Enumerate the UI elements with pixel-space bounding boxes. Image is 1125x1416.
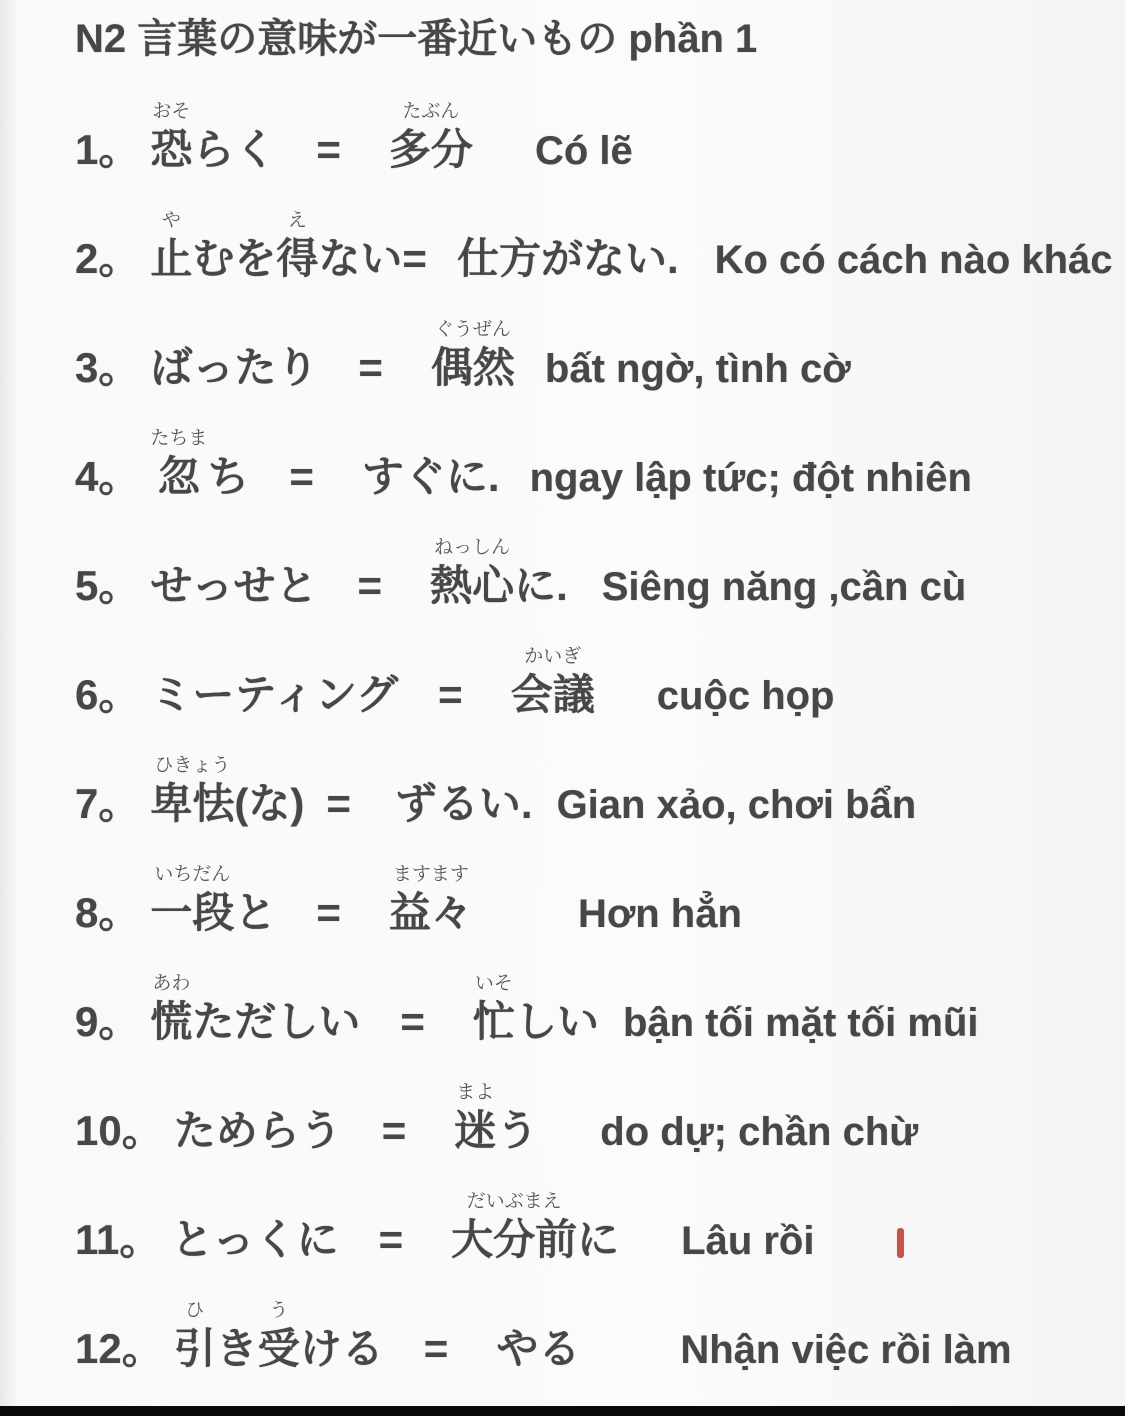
equals-sign: = <box>381 1107 407 1154</box>
red-cursor-mark <box>897 1228 904 1258</box>
synonym-word: いそ 忙 しい <box>472 973 599 1045</box>
japanese-word: いちだん 一段 と <box>150 864 277 936</box>
japanese-word: たちま 忽 ち <box>150 428 250 500</box>
synonym-word: だいぶまえ 大分前 に <box>451 1191 620 1263</box>
japanese-word: ためらう <box>173 1107 342 1154</box>
vocab-row-6 <box>75 647 1125 721</box>
synonym-word: たぶん 多分 <box>388 101 473 173</box>
vietnamese-meaning: Gian xảo, chơi bẩn <box>556 783 917 827</box>
equals-sign: = <box>289 453 314 500</box>
vocab-row-3 <box>75 320 1125 394</box>
japanese-word: とっくに <box>171 1216 339 1263</box>
synonym-word: 仕方がない. <box>456 235 679 282</box>
vocab-row-5 <box>75 538 1125 612</box>
vietnamese-meaning: Hơn hẳn <box>577 892 742 936</box>
vocab-row-4 <box>75 429 1125 503</box>
vietnamese-meaning: bất ngờ, tình cờ <box>544 347 851 391</box>
equals-sign: = <box>316 889 341 936</box>
japanese-word: や 止 むを え 得 ない <box>150 210 403 282</box>
vietnamese-meaning: Nhận việc rồi làm <box>680 1328 1012 1372</box>
vocab-row-11 <box>75 1192 1125 1266</box>
vietnamese-meaning: Siêng năng ,cần cù <box>601 565 967 609</box>
item-number: 8。 <box>75 889 141 936</box>
item-number: 7。 <box>75 780 141 827</box>
japanese-word: ミーティング <box>150 671 399 718</box>
japanese-word: あわ 慌 ただしい <box>150 973 361 1045</box>
synonym-word: すぐに. <box>361 453 500 500</box>
synonym-word: ますます 益々 <box>388 864 473 936</box>
synonym-word: ぐうぜん 偶然 <box>430 319 515 391</box>
item-number: 12。 <box>75 1325 164 1372</box>
vietnamese-meaning: Ko có cách nào khác <box>714 238 1113 282</box>
japanese-word: せっせと <box>150 562 318 609</box>
vocab-row-8 <box>75 865 1125 939</box>
vietnamese-meaning: cuộc họp <box>656 674 835 718</box>
synonym-word: ねっしん 熱心 に. <box>430 537 568 609</box>
item-number: 3。 <box>75 344 141 391</box>
vocab-row-2 <box>75 211 1125 285</box>
japanese-word: ばったり <box>150 344 319 391</box>
item-number: 6。 <box>75 671 141 718</box>
vietnamese-meaning: Lâu rồi <box>681 1219 815 1263</box>
equals-sign: = <box>423 1325 449 1372</box>
vietnamese-meaning: Có lẽ <box>534 129 633 173</box>
japanese-word: ひきょう 卑怯 (な) <box>150 755 305 827</box>
vocab-row-7 <box>75 756 1125 830</box>
vocab-row-12 <box>75 1301 1125 1375</box>
equals-sign: = <box>378 1216 404 1263</box>
vocab-list <box>0 102 1125 1375</box>
synonym-word: まよ 迷 う <box>454 1082 539 1154</box>
japanese-word: おそ 恐 らく <box>150 101 277 173</box>
item-number: 2。 <box>75 235 141 282</box>
vietnamese-meaning: ngay lập tức; đột nhiên <box>529 456 972 500</box>
equals-sign: = <box>400 998 425 1045</box>
vocab-row-9 <box>75 974 1125 1048</box>
item-number: 1。 <box>75 126 141 173</box>
vocab-row-10 <box>75 1083 1125 1157</box>
vocab-row-1 <box>75 102 1125 176</box>
equals-sign: = <box>357 562 383 609</box>
vietnamese-meaning: bận tối mặt tối mũi <box>622 1001 979 1045</box>
item-number: 10。 <box>75 1107 164 1154</box>
bottom-black-bar <box>0 1406 1125 1416</box>
synonym-word: やる <box>496 1325 581 1372</box>
item-number: 11。 <box>75 1216 162 1263</box>
item-number: 4。 <box>75 453 141 500</box>
synonym-word: かいぎ 会議 <box>510 646 595 718</box>
equals-sign: = <box>402 235 427 282</box>
japanese-word: ひ 引 き う 受 ける <box>173 1300 384 1372</box>
item-number: 9。 <box>75 998 141 1045</box>
equals-sign: = <box>326 780 351 827</box>
equals-sign: = <box>358 344 383 391</box>
item-number: 5。 <box>75 562 141 609</box>
synonym-word: ずるい. <box>394 780 533 827</box>
equals-sign: = <box>438 671 463 718</box>
vietnamese-meaning: do dự; chần chừ <box>600 1110 919 1154</box>
equals-sign: = <box>316 126 341 173</box>
page-title: N2 言葉の意味が一番近いもの phần 1 <box>75 17 758 61</box>
